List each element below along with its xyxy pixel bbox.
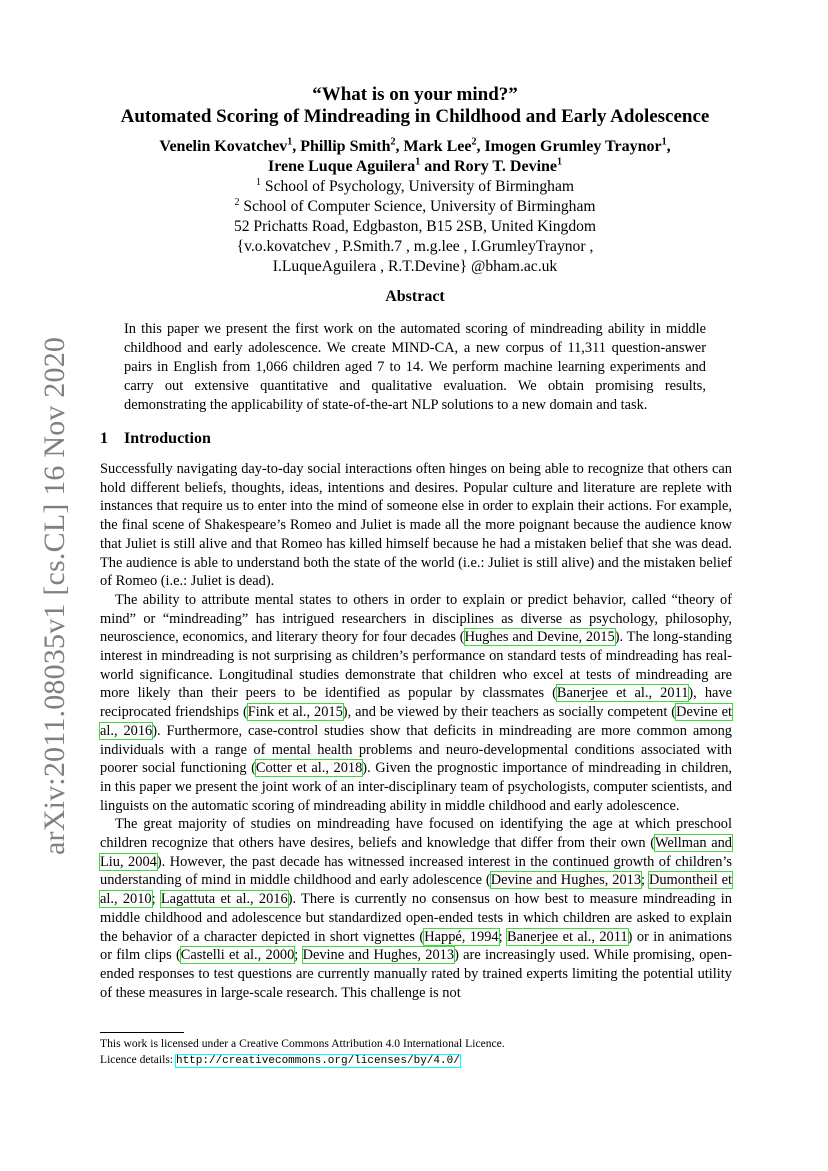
paragraph-text: ) are increasingly used. While promising, open-ended responses to test questions are currently manually rated by trained experts limiting the potential utility of these measures in large-scale research. This challenge is not bbox=[100, 947, 732, 1001]
author-name: Imogen Grumley Traynor bbox=[484, 138, 662, 155]
abstract-heading: Abstract bbox=[385, 288, 445, 305]
author-affil-mark: 2 bbox=[471, 136, 477, 148]
paragraph-text: ), have reciprocated friendships ( bbox=[100, 685, 732, 721]
author-list bbox=[60, 137, 770, 177]
author-emails-line-2: I.LuqueAguilera , R.T.Devine} @bham.ac.uk bbox=[272, 258, 558, 275]
paragraph-2 bbox=[100, 591, 732, 815]
paragraph-text: ). However, the past decade has witnessed increased interest in the continued growth of children’s understanding of mind in middle childhood and early adolescence ( bbox=[100, 853, 732, 889]
author-name: Venelin Kovatchev bbox=[159, 138, 288, 155]
paragraph-text: ; bbox=[294, 947, 303, 964]
citation-link[interactable]: Lagattuta et al., 2016 bbox=[160, 891, 288, 908]
citation-link[interactable]: Banerjee et al., 2011 bbox=[507, 928, 628, 945]
paragraph-text: ). There is currently no consensus on how best to measure mindreading in middle childhood and adolescence but standardized open-ended tests in which children are asked to explain the behavior of a character depicted in short vignettes ( bbox=[100, 891, 732, 945]
citation-link[interactable]: Happé, 1994 bbox=[424, 928, 499, 945]
citation-link[interactable]: Devine et al., 2016 bbox=[100, 704, 732, 739]
citation-link[interactable]: Cotter et al., 2018 bbox=[255, 760, 363, 777]
footnote-rule bbox=[100, 1032, 184, 1033]
section-title: Introduction bbox=[124, 430, 211, 447]
footnote-license: This work is licensed under a Creative Commons Attribution 4.0 International Licence. bbox=[100, 1037, 505, 1050]
footnote bbox=[100, 1036, 740, 1069]
author-affil-mark: 1 bbox=[415, 156, 421, 168]
paragraph-text: ; bbox=[151, 891, 161, 908]
citation-link[interactable]: Banerjee et al., 2011 bbox=[556, 685, 689, 702]
affiliation-2 bbox=[60, 197, 770, 217]
abstract-text: In this paper we present the first work on the automated scoring of mindreading ability in middle childhood and early adolescence. We create MIND-CA, a new corpus of 11,311 question-answer pairs in English from 1,066 children aged 7 to 14. We perform machine learning experiments and carry out extensive quantitative and qualitative evaluation. We obtain promising results, demonstrating the applicability of state-of-the-art NLP solutions to a new domain and task. bbox=[124, 321, 706, 413]
affiliation-mark: 1 bbox=[255, 176, 261, 188]
paragraph-3 bbox=[100, 815, 732, 1002]
title-line-1: “What is on your mind?” bbox=[312, 84, 518, 105]
footnote-label: Licence details: bbox=[100, 1053, 176, 1066]
affiliation-text: School of Psychology, University of Birmingham bbox=[264, 178, 575, 195]
paragraph-1: Successfully navigating day-to-day social interactions often hinges on being able to recognize that others can hold different beliefs, thoughts, ideas, intentions and desires. Popular culture and literature are replete with instances that require us to enter into the mind of someone else in order to explain their actions. For example, the final scene of Shakespeare’s Romeo and Juliet is made all the more poignant because the audience know that Juliet is still alive and that Romeo has killed himself because he had a mistaken belief that she was dead. The audience is able to understand both the state of the world (i.e.: Juliet is still alive) and the mistaken belief of Romeo (i.e.: Juliet is dead). bbox=[100, 461, 732, 590]
author-name: Phillip Smith bbox=[300, 138, 391, 155]
paper-header bbox=[60, 84, 770, 277]
body-text bbox=[100, 460, 732, 1002]
paragraph-text: ; bbox=[498, 928, 508, 945]
section-number: 1 bbox=[100, 430, 108, 447]
affiliation-text: School of Computer Science, University of Birmingham bbox=[243, 198, 596, 215]
paragraph-text: The great majority of studies on mindreading have focused on identifying the age at which preschool children recognize that others have desires, beliefs and knowledge that differ from their own ( bbox=[100, 816, 732, 852]
paragraph-text: ). Furthermore, case-control studies show that deficits in mindreading are more common among individuals with a range of mental health problems and neuro-developmental conditions associated with poorer social functioning ( bbox=[100, 722, 732, 777]
paragraph-text: ). The long-standing interest in mindreading is not surprising as children’s performance on standard tests of mindreading has real-world significance. Longitudinal studies demonstrate that children who excel at tests of mindreading are more likely than their peers to be identified as popular by classmates ( bbox=[100, 629, 732, 702]
paragraph-text: ). Given the prognostic importance of mindreading in children, in this paper we present the joint work of an inter-disciplinary team of psychologists, computer scientists, and linguists on the automatic scoring of mindreading ability in middle childhood and early adolescence. bbox=[100, 760, 732, 814]
citation-link[interactable]: Fink et al., 2015 bbox=[247, 704, 343, 721]
paragraph-text: The ability to attribute mental states to others in order to explain or predict behavior, called “theory of mind” or “mindreading” has intrigued researchers in disciplines as diverse as psychology, philosophy, neuroscience, economics, and literary theory for four decades ( bbox=[100, 591, 732, 646]
postal-address: 52 Prichatts Road, Edgbaston, B15 2SB, United Kingdom bbox=[233, 218, 597, 235]
citation-link[interactable]: Devine and Hughes, 2013 bbox=[490, 872, 642, 889]
author-emails-line-1: {v.o.kovatchev , P.Smith.7 , m.g.lee , I.GrumleyTraynor , bbox=[236, 238, 594, 255]
title-line-2: Automated Scoring of Mindreading in Childhood and Early Adolescence bbox=[120, 106, 710, 127]
author-conjunction: and bbox=[424, 158, 451, 175]
arxiv-stamp: arXiv:2011.08035v1 [cs.CL] 16 Nov 2020 bbox=[38, 336, 71, 855]
author-name: Mark Lee bbox=[403, 138, 472, 155]
author-affil-mark: 2 bbox=[390, 136, 396, 148]
authors-line-1: Venelin Kovatchev$^1$, Phillip Smith$^2$, Mark Lee$^2$, Imogen Grumley Traynor$^1$, bbox=[159, 136, 671, 155]
paragraph-text: ) or in animations or film clips ( bbox=[100, 928, 732, 964]
authors-line-2 bbox=[60, 157, 770, 177]
author-name: Rory T. Devine bbox=[454, 158, 558, 175]
paragraph-text: ; bbox=[641, 872, 649, 889]
license-url-link[interactable]: http://creativecommons.org/licenses/by/4.0/ bbox=[175, 1055, 460, 1067]
paragraph-text: ), and be viewed by their teachers as socially competent ( bbox=[342, 704, 677, 721]
affiliation-1 bbox=[60, 177, 770, 197]
affiliations bbox=[60, 177, 770, 277]
author-affil-mark: 1 bbox=[557, 156, 563, 168]
author-name: Irene Luque Aguilera bbox=[267, 158, 416, 175]
citation-link[interactable]: Hughes and Devine, 2015 bbox=[464, 629, 615, 646]
citation-link[interactable]: Dumontheil et al., 2010 bbox=[100, 872, 732, 908]
footnote-licence-details bbox=[100, 1052, 740, 1069]
citation-link[interactable]: Wellman and Liu, 2004 bbox=[100, 835, 732, 870]
paper-title bbox=[60, 84, 770, 128]
section-heading bbox=[100, 430, 211, 448]
author-affil-mark: 1 bbox=[661, 136, 667, 148]
affiliation-mark: 2 bbox=[234, 196, 240, 208]
author-affil-mark: 1 bbox=[287, 136, 293, 148]
citation-link[interactable]: Devine and Hughes, 2013 bbox=[302, 947, 455, 964]
citation-link[interactable]: Castelli et al., 2000 bbox=[180, 947, 295, 964]
